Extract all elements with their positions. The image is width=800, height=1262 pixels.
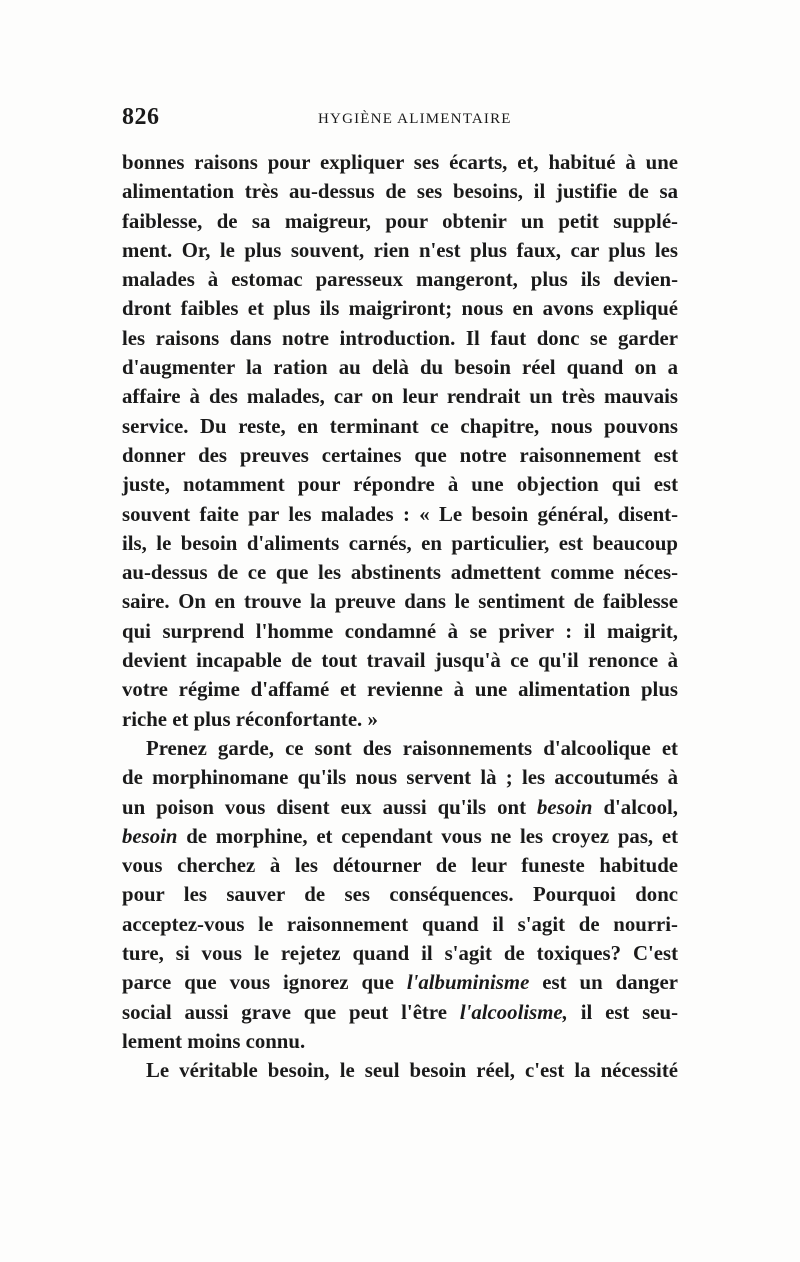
text-line: faiblesse, de sa maigreur, pour obtenir un petit supplé- xyxy=(122,209,678,233)
text-line: d'augmenter la ration au delà du besoin réel quand on a xyxy=(122,356,678,380)
text-line: devient incapable de tout travail jusqu'à ce qu'il renonce à xyxy=(122,649,678,673)
paragraph-1 xyxy=(122,148,678,734)
text-line: votre régime d'affamé et revienne à une alimentation plus xyxy=(122,678,678,702)
text-line: au-dessus de ce que les abstinents admettent comme néces- xyxy=(122,561,678,585)
page-header xyxy=(122,104,678,144)
text-line: affaire à des malades, car on leur rendrait un très mauvais xyxy=(122,385,678,409)
italic-term: l'alcoolisme, xyxy=(459,1000,568,1024)
text-line: riche et plus réconfortante. » xyxy=(122,707,378,731)
text-line xyxy=(122,793,678,822)
text-fragment: parce que vous ignorez que xyxy=(122,971,394,995)
paragraph-3 xyxy=(122,1056,678,1085)
text-fragment: social aussi grave que peut l'être xyxy=(122,1000,447,1024)
text-line: saire. On en trouve la preuve dans le sentiment de faiblesse xyxy=(122,590,678,614)
running-head: HYGIÈNE ALIMENTAIRE xyxy=(318,111,512,127)
text-line: lement moins connu. xyxy=(122,1029,306,1053)
text-line: Le véritable besoin, le seul besoin réel, c'est la nécessité xyxy=(146,1059,678,1083)
text-line: dront faibles et plus ils maigriront; nous en avons expliqué xyxy=(122,297,678,321)
text-fragment: d'alcool, xyxy=(603,795,678,819)
italic-term: l'albuminisme xyxy=(406,971,530,995)
text-line: pour les sauver de ses conséquences. Pourquoi donc xyxy=(122,883,678,907)
text-line: vous cherchez à les détourner de leur funeste habitude xyxy=(122,854,678,878)
body-text xyxy=(122,148,678,1086)
text-fragment: un poison vous disent eux aussi qu'ils ont xyxy=(122,795,527,819)
text-line xyxy=(122,998,678,1027)
text-fragment: de morphine, et cependant vous ne les croyez pas, et xyxy=(186,824,678,848)
text-line: ment. Or, le plus souvent, rien n'est plus faux, car plus les xyxy=(122,238,678,262)
text-line: de morphinomane qu'ils nous servent là ; les accoutumés à xyxy=(122,766,678,790)
text-fragment: il est seu- xyxy=(580,1000,679,1024)
text-line: donner des preuves certaines que notre raisonnement est xyxy=(122,443,678,467)
italic-term: besoin xyxy=(122,824,178,848)
page-number: 826 xyxy=(122,104,160,130)
text-line: les raisons dans notre introduction. Il faut donc se garder xyxy=(122,326,678,350)
text-line: alimentation très au-dessus de ses besoins, il justifie de sa xyxy=(122,180,678,204)
text-line: acceptez-vous le raisonnement quand il s'agit de nourri- xyxy=(122,912,678,936)
text-line xyxy=(122,968,678,997)
text-line: juste, notamment pour répondre à une objection qui est xyxy=(122,473,678,497)
italic-term: besoin xyxy=(537,795,593,819)
paragraph-2 xyxy=(122,734,678,1056)
text-line: ils, le besoin d'aliments carnés, en particulier, est beaucoup xyxy=(122,531,678,555)
text-line: Prenez garde, ce sont des raisonnements d'alcoolique et xyxy=(146,736,678,760)
text-line: service. Du reste, en terminant ce chapitre, nous pouvons xyxy=(122,414,678,438)
text-line: ture, si vous le rejetez quand il s'agit de toxiques? C'est xyxy=(122,942,678,966)
text-line: qui surprend l'homme condamné à se priver : il maigrit, xyxy=(122,619,678,643)
text-line: bonnes raisons pour expliquer ses écarts, et, habitué à une xyxy=(122,151,678,174)
text-line xyxy=(122,822,678,851)
text-line: souvent faite par les malades : « Le besoin général, disent- xyxy=(122,502,678,526)
text-fragment: est un danger xyxy=(542,971,679,995)
text-line: malades à estomac paresseux mangeront, plus ils devien- xyxy=(122,268,678,292)
